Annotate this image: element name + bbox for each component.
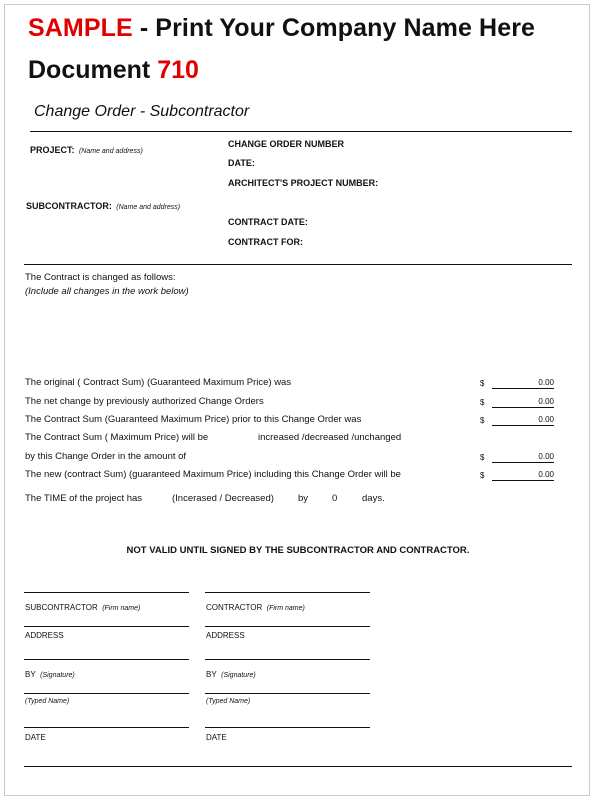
architect-project-number-label: ARCHITECT'S PROJECT NUMBER: (228, 178, 379, 188)
footer-rule (24, 766, 572, 767)
changes-instruction: (Include all changes in the work below) (25, 286, 189, 297)
dollar-sign: $ (480, 379, 485, 388)
signature-line (24, 727, 189, 728)
original-sum-text: The original ( Contract Sum) (Guaranteed Maximum Price) was (25, 377, 292, 388)
time-options: (Incerased / Decreased) (172, 493, 274, 504)
subcontractor-label: SUBCONTRACTOR: (26, 201, 112, 211)
signature-hint: (Signature) (40, 672, 75, 679)
new-sum-value: 0.00 (492, 470, 554, 481)
document-title (28, 56, 199, 85)
contractor-typed-name: (Typed Name) (206, 698, 251, 705)
signature-line (205, 727, 370, 728)
contractor-date-label: DATE (206, 733, 227, 742)
prior-sum-text: The Contract Sum (Guaranteed Maximum Price) prior to this Change Order was (25, 414, 362, 425)
dollar-sign: $ (480, 416, 485, 425)
subcontractor-date-label: DATE (25, 733, 46, 742)
contract-date-label: CONTRACT DATE: (228, 217, 308, 227)
document-word: Document (28, 56, 158, 84)
dollar-sign: $ (480, 398, 485, 407)
document-number: 710 (157, 56, 199, 84)
change-amount-value: 0.00 (492, 452, 554, 463)
header-rule (30, 131, 572, 132)
firm-name-hint: (Firm name) (102, 605, 141, 612)
firm-name-hint: (Firm name) (266, 605, 305, 612)
time-unit: days. (362, 493, 385, 504)
signature-line (205, 592, 370, 593)
dollar-sign: $ (480, 453, 485, 462)
signature-line (24, 693, 189, 694)
signature-line (205, 626, 370, 627)
subcontractor-typed-name: (Typed Name) (25, 698, 70, 705)
change-order-number-label: CHANGE ORDER NUMBER (228, 139, 345, 149)
subcontractor-field (26, 196, 180, 214)
new-sum-text: The new (contract Sum) (guaranteed Maximum Price) including this Change Order will be (25, 469, 401, 480)
subcontractor-firm-label: SUBCONTRACTOR (25, 603, 98, 612)
net-change-text: The net change by previously authorized Change Orders (25, 396, 264, 407)
prior-sum-value: 0.00 (492, 415, 554, 426)
subcontractor-hint: (Name and address) (116, 204, 181, 211)
signature-hint: (Signature) (221, 672, 256, 679)
signature-line (205, 659, 370, 660)
subcontractor-by-field (25, 664, 75, 682)
info-rule (24, 264, 572, 265)
date-label: DATE: (228, 158, 255, 168)
contractor-firm-field (206, 597, 305, 615)
contractor-by-field (206, 664, 256, 682)
company-title (28, 14, 535, 43)
by-label: BY (206, 670, 217, 679)
company-name-placeholder: - Print Your Company Name Here (132, 14, 536, 42)
project-hint: (Name and address) (78, 148, 143, 155)
signature-line (24, 592, 189, 593)
amount-of-text: by this Change Order in the amount of (25, 451, 187, 462)
by-label: BY (25, 670, 36, 679)
subcontractor-firm-field (25, 597, 140, 615)
contractor-firm-label: CONTRACTOR (206, 603, 263, 612)
validity-notice: NOT VALID UNTIL SIGNED BY THE SUBCONTRACTOR AND CONTRACTOR. (126, 545, 470, 556)
dollar-sign: $ (480, 471, 485, 480)
original-sum-value: 0.00 (492, 378, 554, 389)
project-field (30, 140, 143, 158)
net-change-value: 0.00 (492, 397, 554, 408)
time-text: The TIME of the project has (25, 493, 143, 504)
project-label: PROJECT: (30, 145, 75, 155)
signature-line (24, 626, 189, 627)
changes-heading: The Contract is changed as follows: (25, 272, 176, 283)
time-value: 0 (332, 493, 338, 504)
contract-for-label: CONTRACT FOR: (228, 237, 303, 247)
will-be-options: increased /decreased /unchanged (258, 432, 402, 443)
signature-line (205, 693, 370, 694)
document-subtitle: Change Order - Subcontractor (34, 103, 250, 120)
subcontractor-address-label: ADDRESS (25, 631, 64, 640)
sample-word: SAMPLE (28, 14, 133, 42)
contractor-address-label: ADDRESS (206, 631, 245, 640)
time-by: by (298, 493, 309, 504)
will-be-text: The Contract Sum ( Maximum Price) will be (25, 432, 209, 443)
signature-line (24, 659, 189, 660)
